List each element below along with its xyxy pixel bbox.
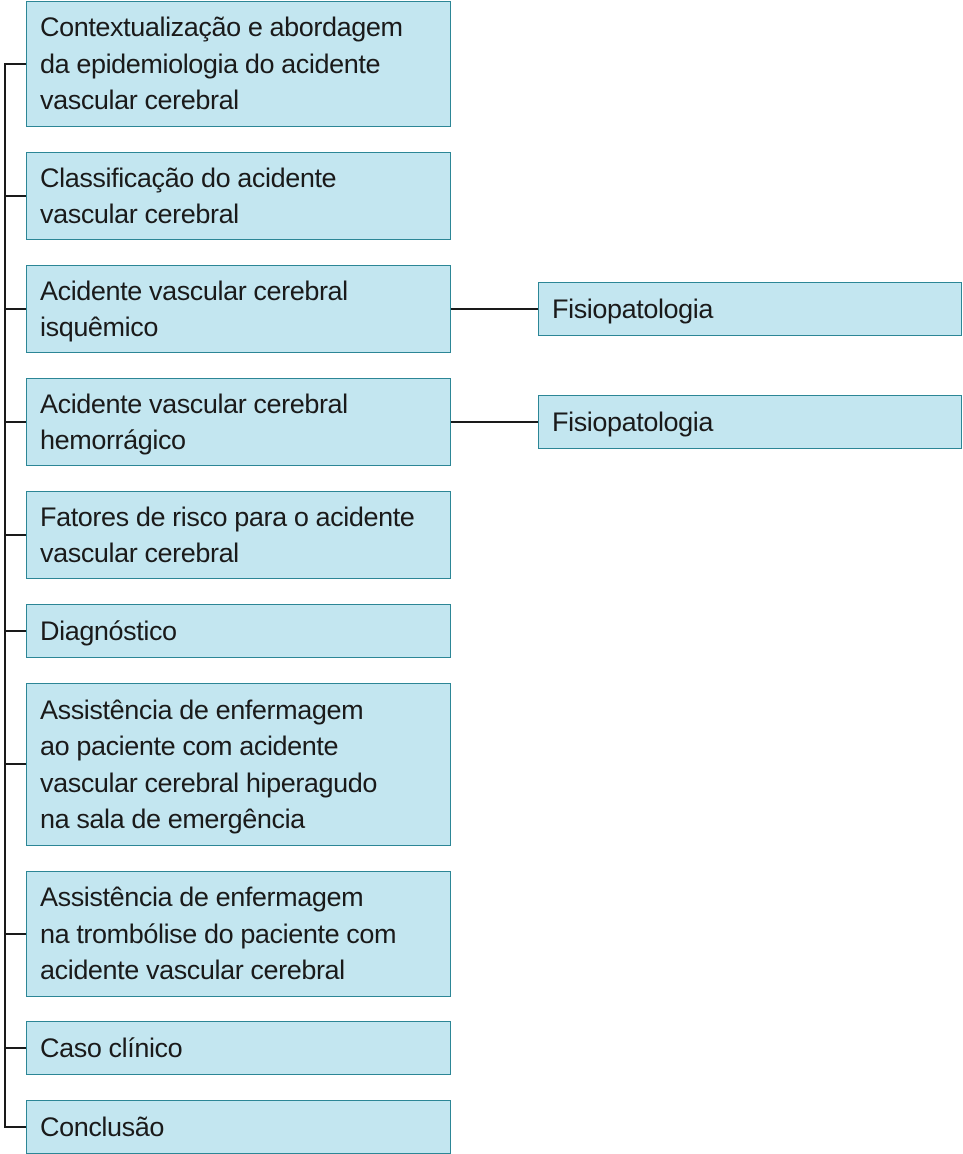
topic-box-assistencia-hiperagudo: Assistência de enfermagem ao paciente com acidente vascular cerebral hiperagudo na sala de emergência [26, 683, 451, 846]
topic-box-diagnostico: Diagnóstico [26, 604, 451, 658]
subtopic-box-fisiopatologia-isquemico: Fisiopatologia [538, 282, 962, 336]
connector-topic-4 [4, 421, 27, 423]
connector-topic-2 [4, 195, 27, 197]
topic-box-fatores-de-risco: Fatores de risco para o acidente vascular cerebral [26, 491, 451, 579]
topic-box-classificacao: Classificação do acidente vascular cerebral [26, 152, 451, 240]
topic-box-avc-hemorragico: Acidente vascular cerebral hemorrágico [26, 378, 451, 466]
subtopic-box-fisiopatologia-hemorragico: Fisiopatologia [538, 395, 962, 449]
spine-connector [4, 63, 6, 1127]
connector-subtopic-isquemico [451, 308, 539, 310]
connector-topic-5 [4, 534, 27, 536]
connector-topic-3 [4, 308, 27, 310]
topic-box-assistencia-trombolise: Assistência de enfermagem na trombólise do paciente com acidente vascular cerebral [26, 871, 451, 997]
topic-box-avc-isquemico: Acidente vascular cerebral isquêmico [26, 265, 451, 353]
topic-box-conclusao: Conclusão [26, 1100, 451, 1154]
connector-topic-10 [4, 1126, 27, 1128]
connector-subtopic-hemorragico [451, 421, 539, 423]
topic-box-contextualizacao: Contextualização e abordagem da epidemiologia do acidente vascular cerebral [26, 1, 451, 127]
connector-topic-6 [4, 630, 27, 632]
connector-topic-1 [4, 63, 27, 65]
connector-topic-7 [4, 763, 27, 765]
connector-topic-8 [4, 933, 27, 935]
connector-topic-9 [4, 1047, 27, 1049]
topic-box-caso-clinico: Caso clínico [26, 1021, 451, 1075]
